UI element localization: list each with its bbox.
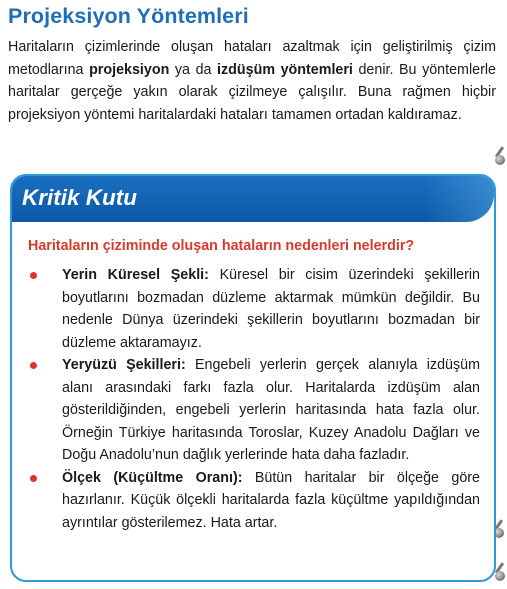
intro-text-2: ya da — [169, 61, 218, 78]
list-item-text: Küresel bir cisim üzerindeki şekillerin boyutlarını bozmadan düzleme aktarmak mümkün değildir. Bu nedenle Dünya üzerindeki şekillerin boyutlarını bozmadan bir düzleme aktaramayız. — [62, 267, 480, 351]
intro-bold-projeksiyon: projeksiyon — [89, 61, 170, 78]
list-item-text: Engebeli yerlerin gerçek alanıyla izdüşüm alanı arasındaki farkı fazla olur. Haritalarda izdüşüm alan gösterildiğinden, engebeli yerlerin haritasında hata fazla olur. Örneğin Türkiye haritasında Toroslar, Kuzey Anadolu Dağları ve Doğu Anadolu’nun dağlık yerlerinde hata daha fazladır. — [62, 357, 480, 463]
list-item — [28, 467, 480, 535]
critical-box-header — [12, 176, 494, 222]
bullet-icon — [30, 475, 37, 482]
bullet-icon — [30, 362, 37, 369]
reason-list — [28, 264, 480, 534]
list-item — [28, 354, 480, 467]
intro-paragraph — [8, 36, 496, 126]
critical-box — [10, 174, 496, 582]
pin-icon — [493, 150, 507, 164]
section-title: Projeksiyon Yöntemleri — [8, 4, 249, 28]
list-item-text: Bütün haritalar bir ölçeğe göre hazırlanır. Küçük ölçekli haritalarda fazla küçültme yapıldığından ayrıntılar gösterilemez. Hata artar. — [62, 469, 480, 531]
critical-box-question: Haritaların çiziminde oluşan hataların nedenleri nelerdir? — [28, 238, 415, 254]
list-item-term: Yeryüzü Şekilleri: — [62, 357, 186, 373]
intro-bold-izdusum: izdüşüm yöntemleri — [217, 61, 353, 78]
bullet-icon — [30, 272, 37, 279]
intro-text-3: denir. Bu yöntemlerle haritalar gerçeğe yakın olarak çizilmeye çalışılır. Buna rağmen hiçbir projeksiyon yöntemi haritalardaki hataları tamamen ortadan kaldıramaz. — [8, 61, 496, 123]
critical-box-title: Kritik Kutu — [22, 185, 137, 210]
list-item — [28, 264, 480, 354]
intro-text-1: Haritaların çizimlerinde oluşan hataları azaltmak için geliştirilmiş çizim metodlarına — [8, 39, 496, 78]
list-item-term: Yerin Küresel Şekli: — [62, 267, 209, 283]
list-item-term: Ölçek (Küçültme Oranı): — [62, 469, 243, 486]
